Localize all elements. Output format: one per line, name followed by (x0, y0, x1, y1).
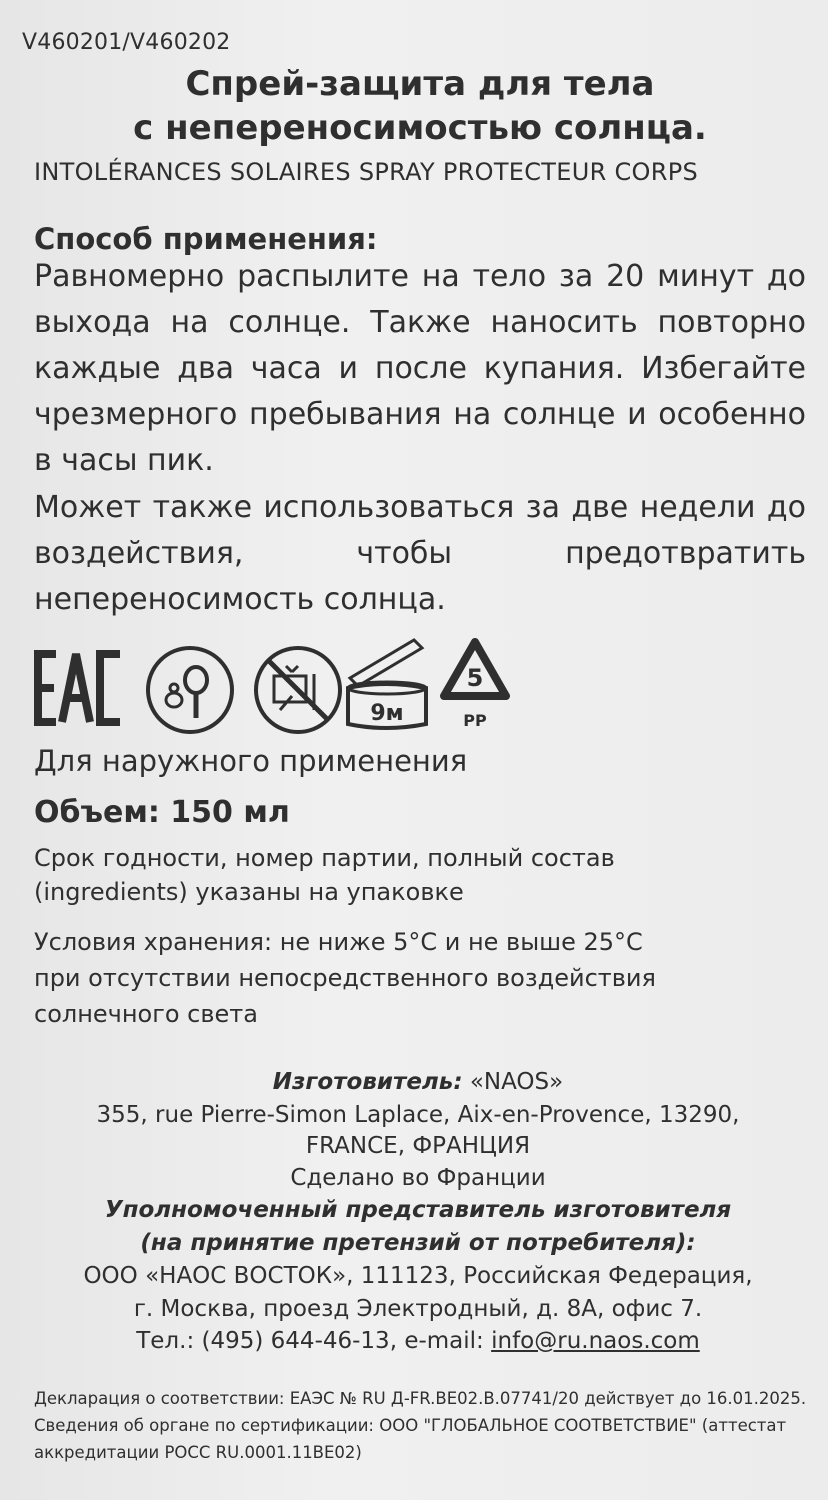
email-link[interactable]: info@ru.naos.com (491, 1328, 700, 1354)
certification-icons (30, 640, 530, 750)
declaration-line3: аккредитации РОСС RU.0001.11ВЕ02) (34, 1443, 362, 1462)
not-for-food-icon (252, 644, 344, 736)
rep-line2: г. Москва, проезд Электродный, д. 8А, офис 7. (133, 1296, 703, 1322)
shelf-info-line1: Срок годности, номер партии, полный состав (34, 844, 615, 872)
volume-label: Объем: 150 мл (34, 795, 290, 830)
method-text: Равномерно распылите на тело за 20 минут до выхода на солнце. Также наносить повторно каждые два часа и после купания. Избегайте чрезмерного пребывания на солнце и особенно в часы пик. (34, 259, 806, 478)
storage-line2: при отсутствии непосредственного воздействия (34, 964, 656, 992)
external-use-label: Для наружного применения (34, 744, 468, 778)
product-subtitle: INTOLÉRANCES SOLAIRES SPRAY PROTECTEUR CORPS (34, 158, 699, 186)
contact-line (30, 1325, 806, 1358)
address-line1: 355, rue Pierre-Simon Laplace, Aix-en-Provence, 13290, (96, 1102, 740, 1128)
period-after-opening-icon (342, 632, 432, 736)
address-line2: FRANCE, ФРАНЦИЯ (305, 1133, 531, 1159)
recycle-pp-icon (430, 634, 520, 738)
declaration-line1: Декларация о соответствии: ЕАЭС № RU Д-FR.BE02.B.07741/20 действует до 16.01.2025. (34, 1389, 807, 1408)
product-title-line1: Спрей-защита для тела (185, 64, 655, 104)
product-title-line2: с непереносимостью солнца. (133, 108, 707, 148)
manufacturer-name: «NAOS» (469, 1069, 564, 1095)
pao-label: 9м (370, 701, 404, 726)
declaration-line2: Сведения об органе по сертификации: ООО "ГЛОБАЛЬНОЕ СООТВЕТСТВИЕ" (аттестат (34, 1416, 787, 1435)
rep-label-line1: Уполномоченный представитель изготовителя (104, 1197, 732, 1223)
made-in: Сделано во Франции (290, 1165, 546, 1191)
phone-text: Тел.: (495) 644-46-13, e-mail: (136, 1328, 492, 1354)
recycle-material: PP (463, 711, 487, 730)
manufacturer-line (30, 1066, 806, 1099)
storage-line3: солнечного света (34, 1000, 258, 1028)
extra-use-text: Может также использоваться за две недели до воздействия, чтобы предотвратить непереносимость солнца. (34, 490, 806, 617)
rep-label-line2: (на принятие претензий от потребителя): (140, 1230, 696, 1256)
manufacturer-label: Изготовитель: (272, 1069, 463, 1095)
cosmetic-product-icon (144, 644, 236, 736)
storage-line1: Условия хранения: не ниже 5°С и не выше 25°С (34, 928, 643, 956)
recycle-number: 5 (466, 664, 484, 692)
declaration-block (34, 1385, 814, 1466)
shelf-info-line2: (ingredients) указаны на упаковке (34, 878, 464, 906)
product-code: V460201/V460202 (22, 30, 231, 55)
rep-line1: ООО «НАОС ВОСТОК», 111123, Российская Федерация, (83, 1263, 753, 1289)
method-heading: Способ применения: (34, 222, 378, 256)
eac-mark-icon (30, 648, 126, 728)
